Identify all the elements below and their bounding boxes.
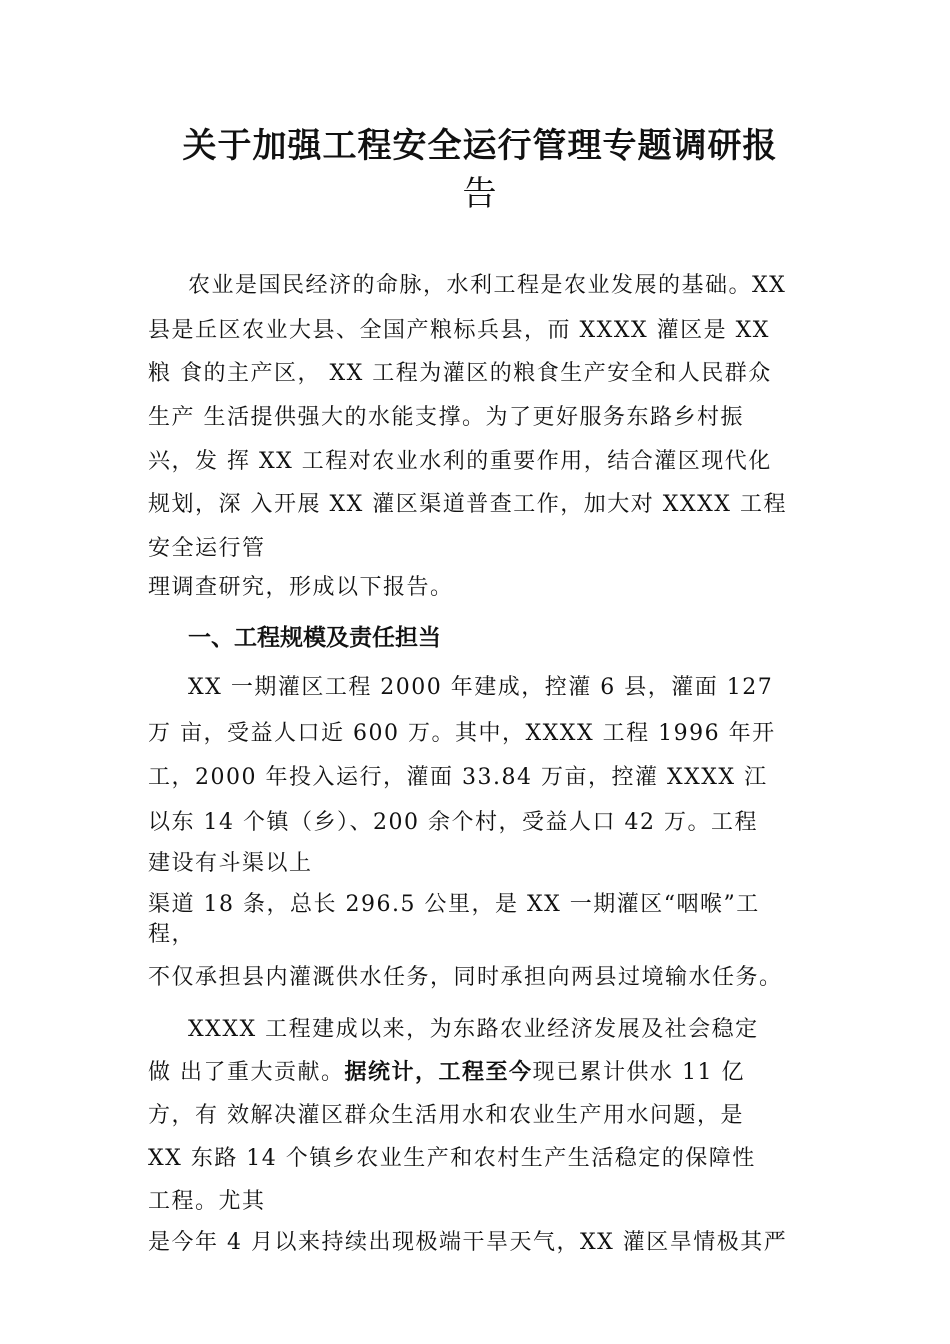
paragraph-line: XXXX 工程建成以来，为东路农业经济发展及社会稳定 (188, 1017, 759, 1042)
paragraph-line: 兴，发 挥 XX 工程对农业水利的重要作用，结合灌区现代化 (148, 449, 772, 474)
paragraph-line: 规划，深 入开展 XX 灌区渠道普查工作，加大对 XXXX 工程 (148, 492, 787, 517)
paragraph-line: 县是丘区农业大县、全国产粮标兵县，而 XXXX 灌区是 XX (148, 318, 770, 343)
paragraph-line: 农业是国民经济的命脉，水利工程是农业发展的基础。XX (188, 273, 787, 298)
paragraph-line: 粮 食的主产区， XX 工程为灌区的粮食生产安全和人民群众 (148, 361, 772, 386)
paragraph-line: 方，有 效解决灌区群众生活用水和农业生产用水问题，是 (148, 1103, 744, 1128)
paragraph-line: 理调查研究，形成以下报告。 (148, 575, 454, 600)
text-run: 做 出了重大贡献。 (148, 1060, 345, 1085)
section-heading: 一、工程规模及责任担当 (188, 625, 441, 651)
paragraph-line: 不仅承担县内灌溉供水任务，同时承担向两县过境输水任务。 (148, 965, 783, 990)
paragraph-line: XX 一期灌区工程 2000 年建成，控灌 6 县，灌面 127 (188, 675, 774, 700)
paragraph-line: 渠道 18 条，总长 296.5 公里，是 XX 一期灌区“咽喉”工 (148, 892, 760, 917)
paragraph-line: 是今年 4 月以来持续出现极端干旱天气，XX 灌区旱情极其严 (148, 1230, 788, 1255)
document-title-continuation: 告 (462, 174, 498, 214)
text-run: 现已累计供水 11 亿 (532, 1060, 745, 1085)
emphasized-text: 据统计，工程至今 (344, 1059, 533, 1085)
paragraph-line: 工程。尤其 (148, 1189, 266, 1214)
paragraph-line: XX 东路 14 个镇乡农业生产和农村生产生活稳定的保障性 (148, 1146, 756, 1171)
paragraph-line: 程， (148, 922, 196, 947)
paragraph-line: 安全运行管 (148, 536, 266, 561)
paragraph-line: 生产 生活提供强大的水能支撑。为了更好服务东路乡村振 (148, 405, 744, 430)
document-title: 关于加强工程安全运行管理专题调研报 (182, 126, 778, 166)
paragraph-line (148, 1055, 745, 1086)
paragraph-line: 工，2000 年投入运行，灌面 33.84 万亩，控灌 XXXX 江 (148, 765, 768, 790)
paragraph-line: 以东 14 个镇（乡）、200 余个村，受益人口 42 万。工程 (148, 810, 758, 835)
paragraph-line: 建设有斗渠以上 (148, 851, 313, 876)
paragraph-line: 万 亩，受益人口近 600 万。其中，XXXX 工程 1996 年开 (148, 721, 776, 746)
